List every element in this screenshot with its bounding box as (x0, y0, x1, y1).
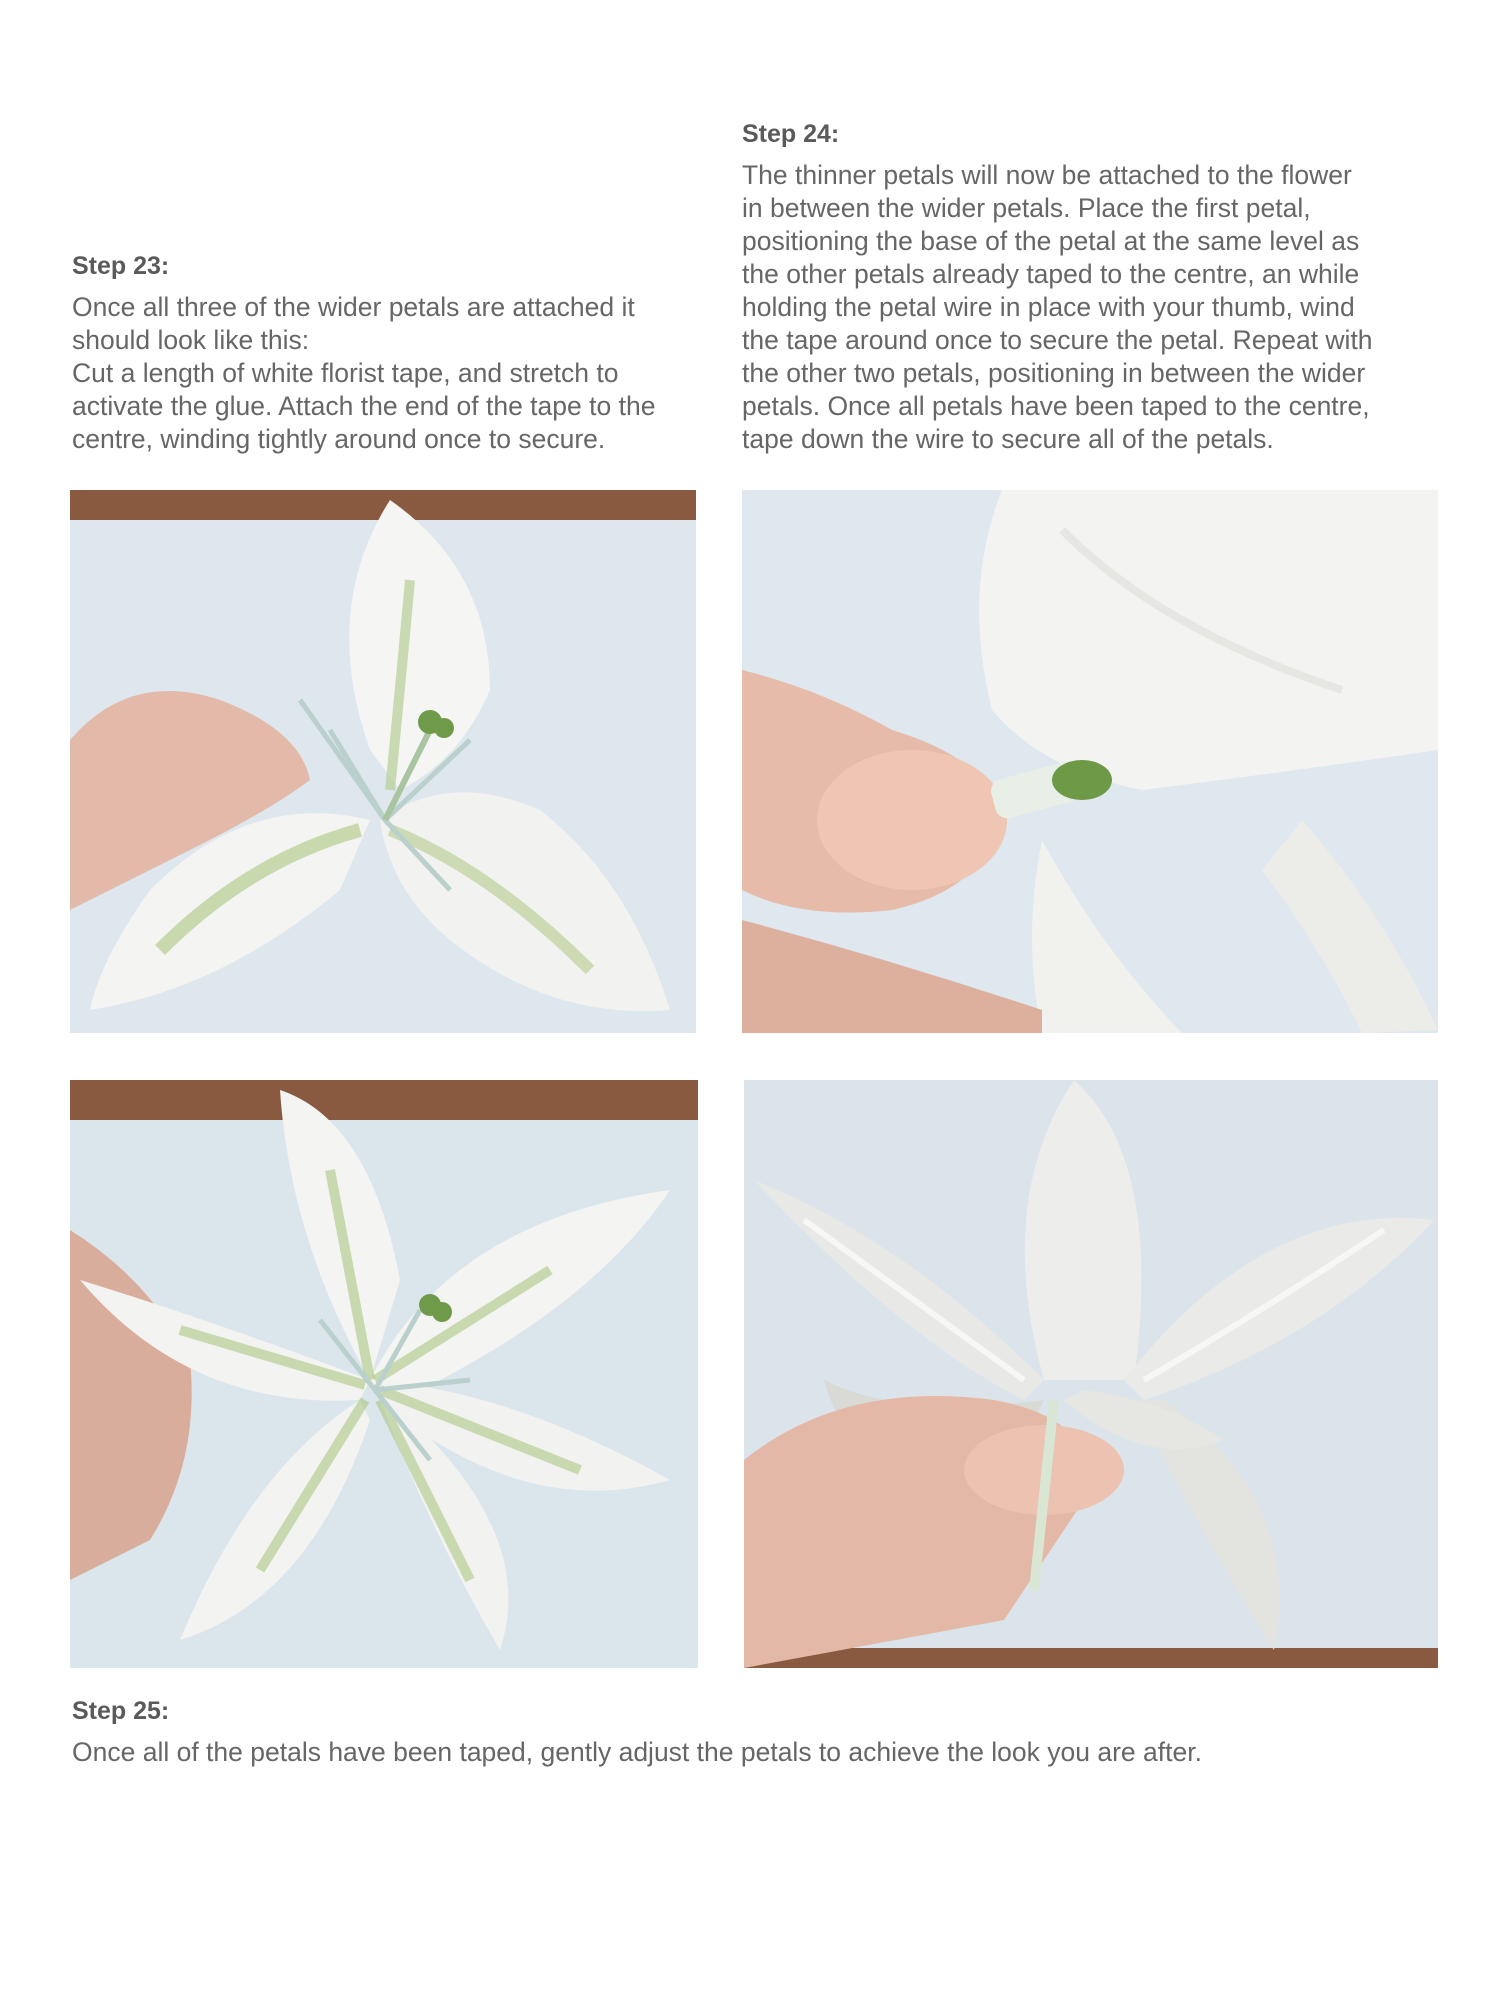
step-23-line: should look like this: (72, 325, 310, 355)
step-24-line: the other two petals, positioning in between the wider (742, 358, 1366, 388)
step-24-line: The thinner petals will now be attached to the flower (742, 160, 1352, 190)
step-25-text: Once all of the petals have been taped, gently adjust the petals to achieve the look you are after. (72, 1737, 1202, 1767)
step-25-title: Step 25: (72, 1697, 170, 1725)
step-24-line: the tape around once to secure the petal. Repeat with (742, 325, 1373, 355)
step-24-line: holding the petal wire in place with your thumb, wind (742, 292, 1355, 322)
step-23-line: Once all three of the wider petals are attached it (72, 292, 635, 322)
step-24-line: in between the wider petals. Place the first petal, (742, 193, 1311, 223)
step-24-text (742, 159, 1442, 456)
step-24-line: tape down the wire to secure all of the petals. (742, 424, 1274, 454)
step-24-title: Step 24: (742, 120, 840, 148)
photo-six-petals-front (70, 1080, 698, 1668)
step-23-line: Cut a length of white florist tape, and stretch to (72, 358, 619, 388)
step-23-title: Step 23: (72, 252, 170, 280)
photo-three-wide-petals (70, 490, 696, 1033)
step-24-line: the other petals already taped to the centre, an while (742, 259, 1360, 289)
step-24-line: petals. Once all petals have been taped to the centre, (742, 391, 1370, 421)
step-23-text (72, 291, 712, 456)
step-23-line: centre, winding tightly around once to secure. (72, 424, 606, 454)
step-23-line: activate the glue. Attach the end of the tape to the (72, 391, 656, 421)
photo-taping-petal (742, 490, 1438, 1033)
photo-six-petals-back (744, 1080, 1438, 1668)
step-24-line: positioning the base of the petal at the same level as (742, 226, 1360, 256)
